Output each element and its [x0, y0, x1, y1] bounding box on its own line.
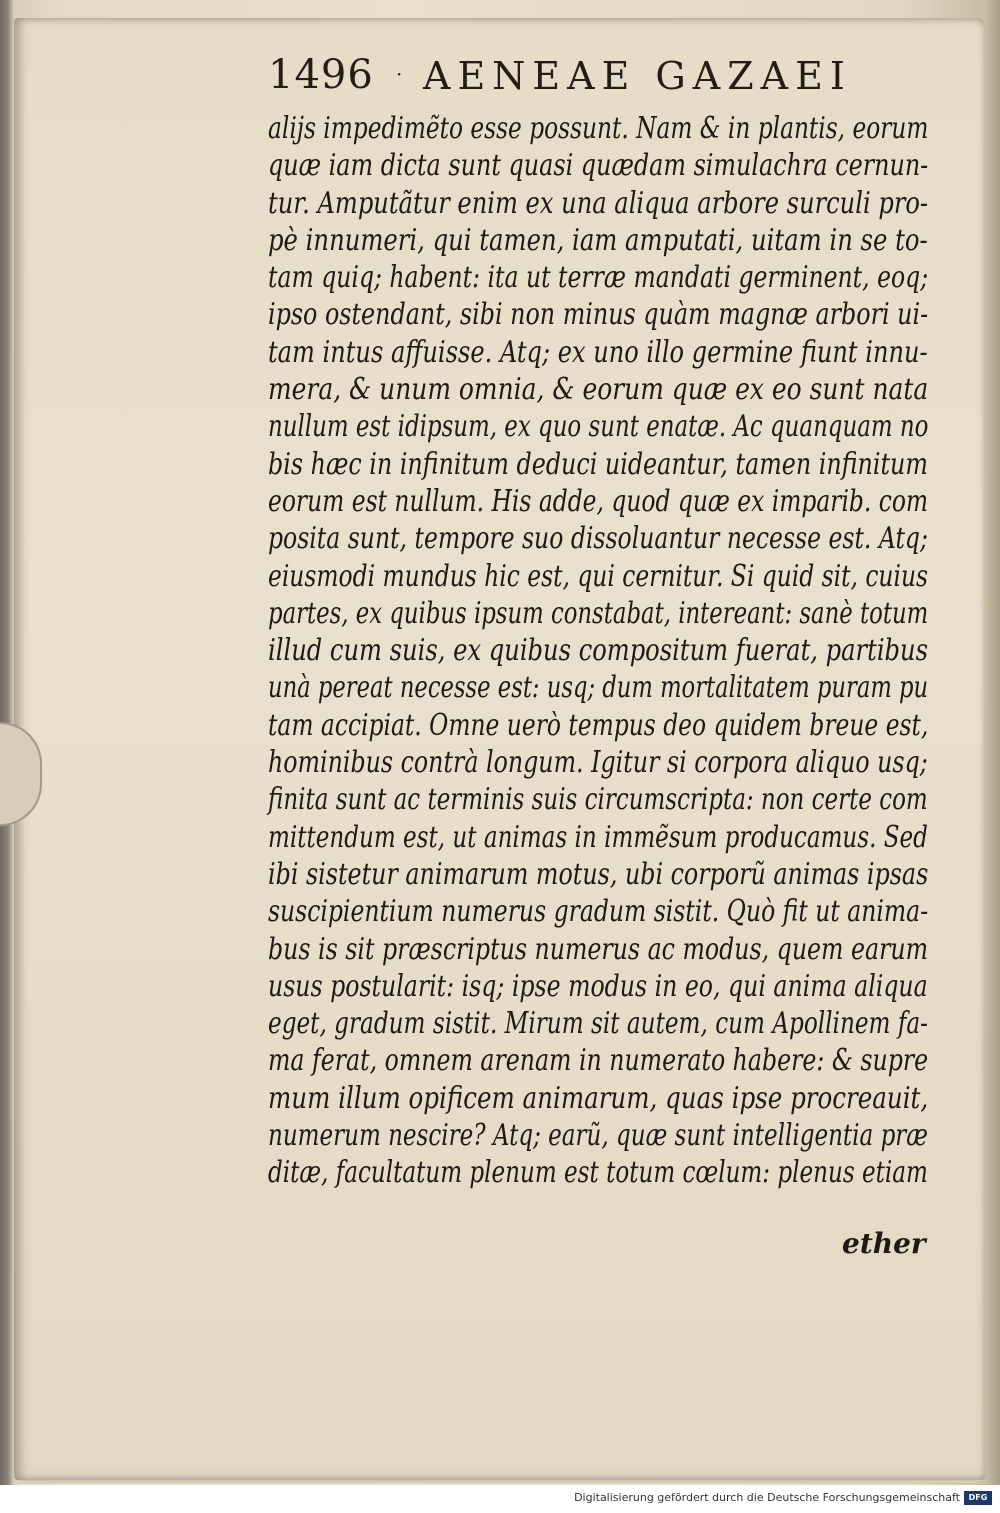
text-line: ma ferat, omnem arenam in numerato habere: & supre [268, 1043, 929, 1079]
text-line: usus postularit: isq; ipse modus in eo, qui anima aliqua [268, 968, 928, 1004]
page-header [268, 50, 928, 100]
text-line: nullum est idipsum, ex quo sunt enatæ. Ac quanquam no [268, 409, 929, 445]
header-dot: · [396, 62, 403, 86]
page-number: 1496 [268, 52, 374, 98]
text-line: mera, & unum omnia, & eorum quæ ex eo sunt nata [268, 372, 929, 408]
text-line: tam quiq; habent: ita ut terræ mandati germinent, eoq; [268, 260, 929, 296]
text-line: pè innumeri, qui tamen, iam amputati, uitam in se to- [268, 222, 928, 258]
catchword: ether [842, 1227, 926, 1260]
footer-bar [0, 1485, 1000, 1513]
text-line: mittendum est, ut animas in immẽsum producamus. Sed [268, 819, 928, 855]
text-line: partes, ex quibus ipsum constabat, intereant: sanè totum [268, 595, 929, 631]
text-line: hominibus contrà longum. Igitur si corpora aliquo usq; [268, 745, 928, 781]
text-line: quæ iam dicta sunt quasi quædam simulachra cernun- [268, 148, 929, 184]
text-line: ditæ, facultatum plenum est totum cœlum: plenus etiam [268, 1155, 928, 1191]
text-line: eorum est nullum. His adde, quod quæ ex imparib. com [268, 483, 929, 519]
text-line: bis hæc in infinitum deduci uideantur, tamen infinitum [268, 446, 928, 482]
text-line: unà pereat necesse est: usq; dum mortalitatem puram pu [268, 670, 929, 706]
text-line: mum illum opificem animarum, quas ipse procreauit, [268, 1080, 929, 1116]
text-line: eget, gradum sistit. Mirum sit autem, cum Apollinem fa- [268, 1006, 929, 1042]
text-line: ibi sistetur animarum motus, ubi corporũ animas ipsas [268, 856, 929, 892]
text-line: finita sunt ac terminis suis circumscripta: non certe com [268, 782, 928, 818]
text-line: eiusmodi mundus hic est, qui cernitur. Si quid sit, cuius [268, 558, 929, 594]
text-line: tam intus affuisse. Atq; ex uno illo germine fiunt innu- [268, 334, 928, 370]
text-line: tam accipiat. Omne uerò tempus deo quidem breue est, [268, 707, 929, 743]
funding-credit: Digitalisierung gefördert durch die Deutsche Forschungsgemeinschaft [574, 1491, 960, 1504]
dfg-logo: DFG [964, 1491, 992, 1505]
text-line: tur. Amputãtur enim ex una aliqua arbore surculi pro- [268, 185, 929, 221]
text-line: posita sunt, tempore suo dissoluantur necesse est. Atq; [268, 521, 928, 557]
text-line: numerum nescire? Atq; earũ, quæ sunt intelligentia præ [268, 1118, 928, 1154]
text-line: suscipientium numerus gradum sistit. Quò fit ut anima- [268, 894, 929, 930]
text-line: bus is sit præscriptus numerus ac modus, quem earum [268, 931, 929, 967]
text-line: ipso ostendant, sibi non minus quàm magnæ arbori ui- [268, 297, 929, 333]
body-text [268, 110, 928, 1192]
text-line: illud cum suis, ex quibus compositum fuerat, partibus [268, 633, 929, 669]
text-line: alijs impedimẽto esse possunt. Nam & in plantis, eorum [268, 111, 929, 146]
running-head: AENEAE GAZAEI [423, 54, 852, 98]
